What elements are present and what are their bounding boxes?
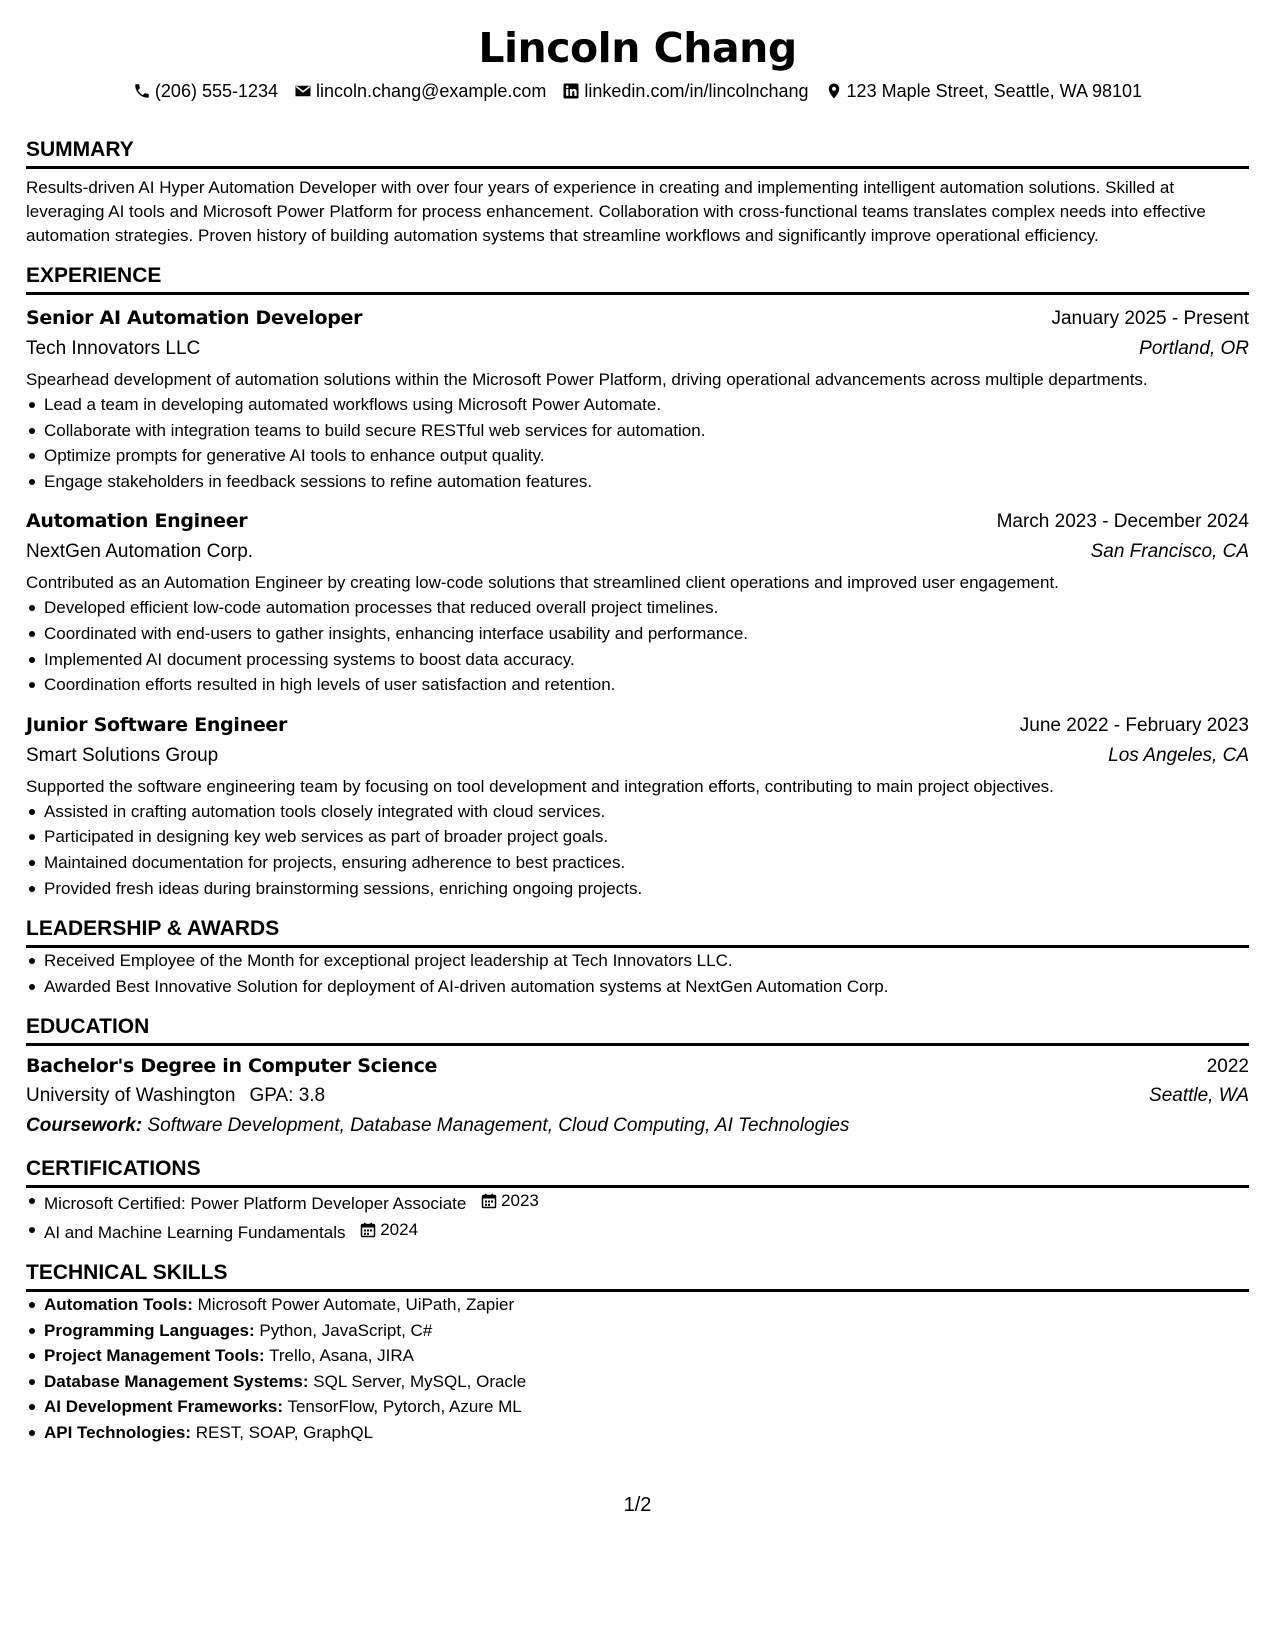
list-item: Participated in designing key web services as part of broader project goals. bbox=[44, 824, 1249, 850]
list-item bbox=[44, 1217, 1249, 1245]
coursework-label: Coursework: bbox=[26, 1115, 143, 1137]
list-item: Coordinated with end-users to gather insights, enhancing interface usability and performance. bbox=[44, 621, 1249, 647]
linkedin-icon bbox=[562, 82, 580, 100]
awards-section bbox=[26, 915, 1249, 999]
contact-linkedin[interactable] bbox=[562, 78, 808, 104]
cert-date bbox=[481, 1188, 539, 1214]
list-item: Developed efficient low-code automation processes that reduced overall project timelines. bbox=[44, 595, 1249, 621]
calendar-icon bbox=[481, 1193, 497, 1209]
cert-name: AI and Machine Learning Fundamentals bbox=[44, 1222, 346, 1242]
skill-value: TensorFlow, Pytorch, Azure ML bbox=[287, 1397, 522, 1417]
job-title: Senior AI Automation Developer bbox=[26, 307, 363, 329]
skill-label: Project Management Tools: bbox=[44, 1346, 265, 1366]
phone-text: (206) 555-1234 bbox=[154, 81, 279, 101]
job-entry bbox=[26, 710, 1249, 901]
gpa-text: GPA: 3.8 bbox=[249, 1085, 326, 1107]
list-item: Maintained documentation for projects, ensuring adherence to best practices. bbox=[44, 850, 1249, 876]
summary-text: Results-driven AI Hyper Automation Developer with over four years of experience in creating and implementing intelligent automation solutions. Skilled at leveraging AI tools and Microsoft Power Platform for process enhancement. Collaboration with cross-functional teams translates complex needs into effective automation strategies. Proven history of building automation systems that streamline workflows and significantly improve operational efficiency. bbox=[26, 178, 1206, 245]
list-item: Lead a team in developing automated workflows using Microsoft Power Automate. bbox=[44, 392, 1249, 418]
certifications-list bbox=[26, 1188, 1249, 1245]
list-item bbox=[44, 1188, 1249, 1216]
list-item: Received Employee of the Month for exceptional project leadership at Tech Innovators LLC. bbox=[44, 948, 1249, 974]
contact-bar bbox=[26, 78, 1249, 104]
list-item: Provided fresh ideas during brainstorming sessions, enriching ongoing projects. bbox=[44, 876, 1249, 902]
section-title-summary: SUMMARY bbox=[26, 136, 1249, 169]
job-company: Tech Innovators LLC bbox=[26, 338, 201, 359]
list-item: Engage stakeholders in feedback sessions to refine automation features. bbox=[44, 469, 1249, 495]
coursework-line bbox=[26, 1111, 1249, 1141]
cert-name: Microsoft Certified: Power Platform Developer Associate bbox=[44, 1194, 467, 1214]
job-entry bbox=[26, 506, 1249, 697]
degree-title: Bachelor's Degree in Computer Science bbox=[26, 1055, 438, 1078]
contact-address bbox=[825, 78, 1143, 104]
job-location: Los Angeles, CA bbox=[1108, 744, 1249, 766]
list-item bbox=[44, 1292, 1249, 1318]
school-name: University of Washington bbox=[26, 1085, 236, 1107]
experience-section bbox=[26, 262, 1249, 901]
job-description: Supported the software engineering team by focusing on tool development and integration efforts, contributing to main project objectives. bbox=[26, 776, 1054, 796]
job-description: Spearhead development of automation solutions within the Microsoft Power Platform, driving operational advancements across multiple departments. bbox=[26, 370, 1148, 389]
awards-list bbox=[26, 948, 1249, 999]
section-title-experience: EXPERIENCE bbox=[26, 262, 1249, 295]
list-item bbox=[44, 1343, 1249, 1369]
contact-email[interactable] bbox=[294, 78, 546, 104]
email-link[interactable]: lincoln.chang@example.com bbox=[316, 81, 547, 101]
education-entry bbox=[26, 1052, 1249, 1141]
skill-value: Trello, Asana, JIRA bbox=[269, 1346, 415, 1366]
list-item bbox=[44, 1394, 1249, 1420]
list-item: Awarded Best Innovative Solution for deployment of AI-driven automation systems at NextGen Automation Corp. bbox=[44, 974, 1249, 1000]
section-title-skills: TECHNICAL SKILLS bbox=[26, 1259, 1249, 1292]
job-title: Automation Engineer bbox=[26, 510, 248, 533]
certifications-section bbox=[26, 1155, 1249, 1245]
section-title-education: EDUCATION bbox=[26, 1013, 1249, 1046]
school-location: Seattle, WA bbox=[1149, 1085, 1249, 1107]
candidate-name: Lincoln Chang bbox=[478, 24, 797, 72]
cert-year: 2024 bbox=[380, 1219, 419, 1239]
job-bullets bbox=[26, 595, 1249, 697]
skill-value: Python, JavaScript, C# bbox=[259, 1320, 433, 1340]
skill-label: API Technologies: bbox=[44, 1423, 192, 1443]
skills-section bbox=[26, 1259, 1249, 1446]
list-item: Coordination efforts resulted in high levels of user satisfaction and retention. bbox=[44, 672, 1249, 698]
job-location: San Francisco, CA bbox=[1090, 541, 1249, 563]
list-item bbox=[44, 1369, 1249, 1395]
skill-label: AI Development Frameworks: bbox=[44, 1397, 284, 1417]
cert-year: 2023 bbox=[501, 1191, 539, 1211]
coursework-text: Software Development, Database Management, Cloud Computing, AI Technologies bbox=[147, 1115, 850, 1137]
school-line bbox=[26, 1081, 325, 1110]
skill-value: REST, SOAP, GraphQL bbox=[195, 1423, 374, 1443]
job-description: Contributed as an Automation Engineer by creating low-code solutions that streamlined client operations and improved user engagement. bbox=[26, 573, 1059, 593]
skill-label: Database Management Systems: bbox=[44, 1371, 309, 1391]
job-dates: March 2023 - December 2024 bbox=[996, 511, 1249, 533]
section-title-certifications: CERTIFICATIONS bbox=[26, 1155, 1249, 1188]
envelope-icon bbox=[294, 82, 312, 100]
job-location: Portland, OR bbox=[1139, 338, 1249, 359]
section-title-awards: LEADERSHIP & AWARDS bbox=[26, 915, 1249, 948]
summary-section bbox=[26, 136, 1249, 248]
map-pin-icon bbox=[825, 82, 843, 100]
list-item bbox=[44, 1420, 1249, 1446]
job-dates: June 2022 - February 2023 bbox=[1019, 714, 1249, 736]
job-company: Smart Solutions Group bbox=[26, 744, 219, 766]
list-item bbox=[44, 1318, 1249, 1344]
list-item: Collaborate with integration teams to build secure RESTful web services for automation. bbox=[44, 418, 1249, 444]
job-bullets bbox=[26, 799, 1249, 901]
education-section bbox=[26, 1013, 1249, 1141]
job-title: Junior Software Engineer bbox=[26, 713, 288, 736]
job-entry bbox=[26, 303, 1249, 494]
skill-label: Programming Languages: bbox=[44, 1320, 255, 1340]
linkedin-link[interactable]: linkedin.com/in/lincolnchang bbox=[584, 81, 809, 101]
list-item: Optimize prompts for generative AI tools to enhance output quality. bbox=[44, 443, 1249, 469]
cert-date bbox=[360, 1217, 418, 1243]
address-text: 123 Maple Street, Seattle, WA 98101 bbox=[846, 81, 1143, 101]
skill-label: Automation Tools: bbox=[44, 1295, 193, 1315]
page-number: 1/2 bbox=[623, 1494, 652, 1516]
job-company: NextGen Automation Corp. bbox=[26, 541, 254, 563]
skill-value: SQL Server, MySQL, Oracle bbox=[313, 1371, 527, 1391]
contact-phone bbox=[133, 78, 278, 104]
job-bullets bbox=[26, 392, 1249, 494]
skill-value: Microsoft Power Automate, UiPath, Zapier bbox=[197, 1295, 515, 1315]
skills-list bbox=[26, 1292, 1249, 1446]
calendar-icon bbox=[360, 1222, 376, 1238]
list-item: Implemented AI document processing systems to boost data accuracy. bbox=[44, 647, 1249, 673]
job-dates: January 2025 - Present bbox=[1051, 308, 1249, 329]
list-item: Assisted in crafting automation tools closely integrated with cloud services. bbox=[44, 799, 1249, 825]
phone-icon bbox=[133, 82, 151, 100]
degree-year: 2022 bbox=[1206, 1056, 1249, 1078]
